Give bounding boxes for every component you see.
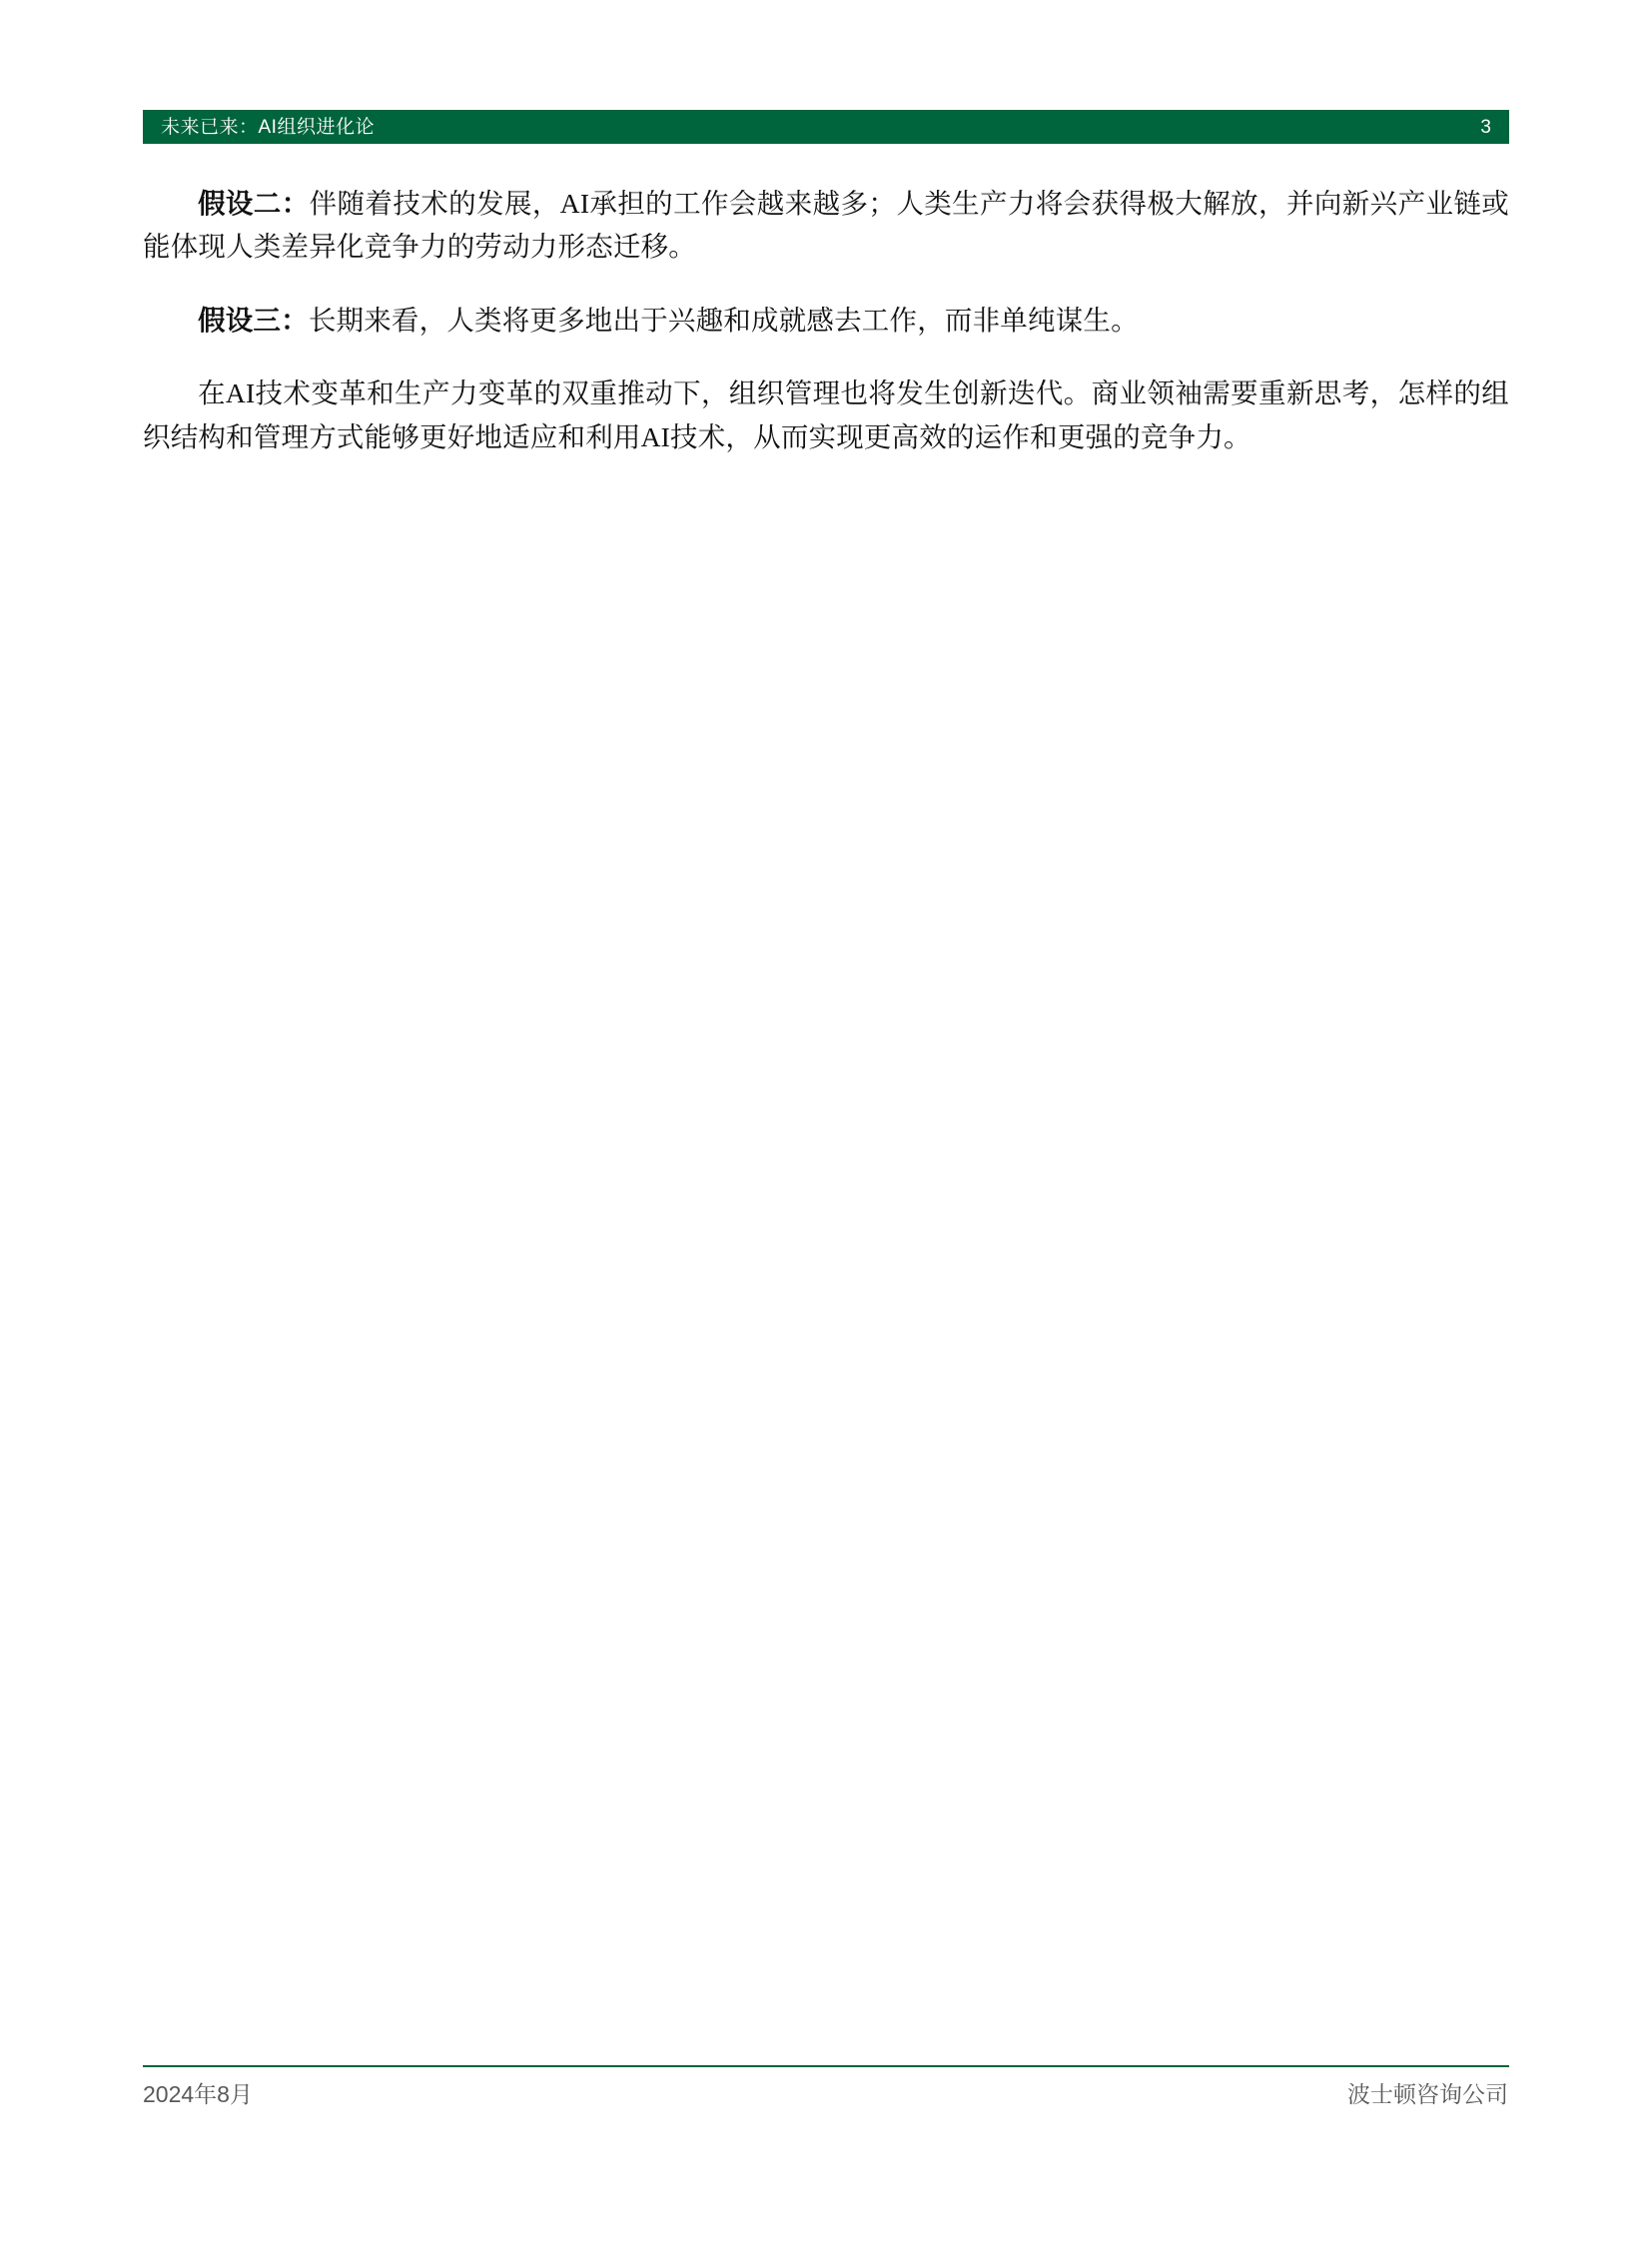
- page-footer: [143, 2083, 1509, 2106]
- paragraph-assumption-three: [143, 299, 1509, 342]
- paragraph-assumption-two: [143, 182, 1509, 269]
- footer-divider: [143, 2065, 1509, 2067]
- footer-company: 波士顿咨询公司: [1347, 2081, 1508, 2107]
- page-header-bar: [143, 110, 1509, 144]
- footer-date: 2024年8月: [143, 2081, 253, 2107]
- paragraph-lead-label: 假设三：: [198, 304, 309, 336]
- paragraph-conclusion: [143, 372, 1509, 458]
- paragraph-text: 伴随着技术的发展，AI承担的工作会越来越多；人类生产力将会获得极大解放，并向新兴产业链或能体现人类差异化竞争力的劳动力形态迁移。: [143, 188, 1509, 263]
- paragraph-lead-label: 假设二：: [198, 188, 310, 219]
- page-content: [143, 182, 1509, 488]
- paragraph-text: 在AI技术变革和生产力变革的双重推动下，组织管理也将发生创新迭代。商业领袖需要重新思考，怎样的组织结构和管理方式能够更好地适应和利用AI技术，从而实现更高效的运作和更强的竞争力。: [143, 377, 1509, 452]
- paragraph-text: 长期来看，人类将更多地出于兴趣和成就感去工作，而非单纯谋生。: [308, 304, 1139, 336]
- header-page-number: 3: [1480, 116, 1491, 138]
- header-title: 未来已来：AI组织进化论: [161, 116, 375, 138]
